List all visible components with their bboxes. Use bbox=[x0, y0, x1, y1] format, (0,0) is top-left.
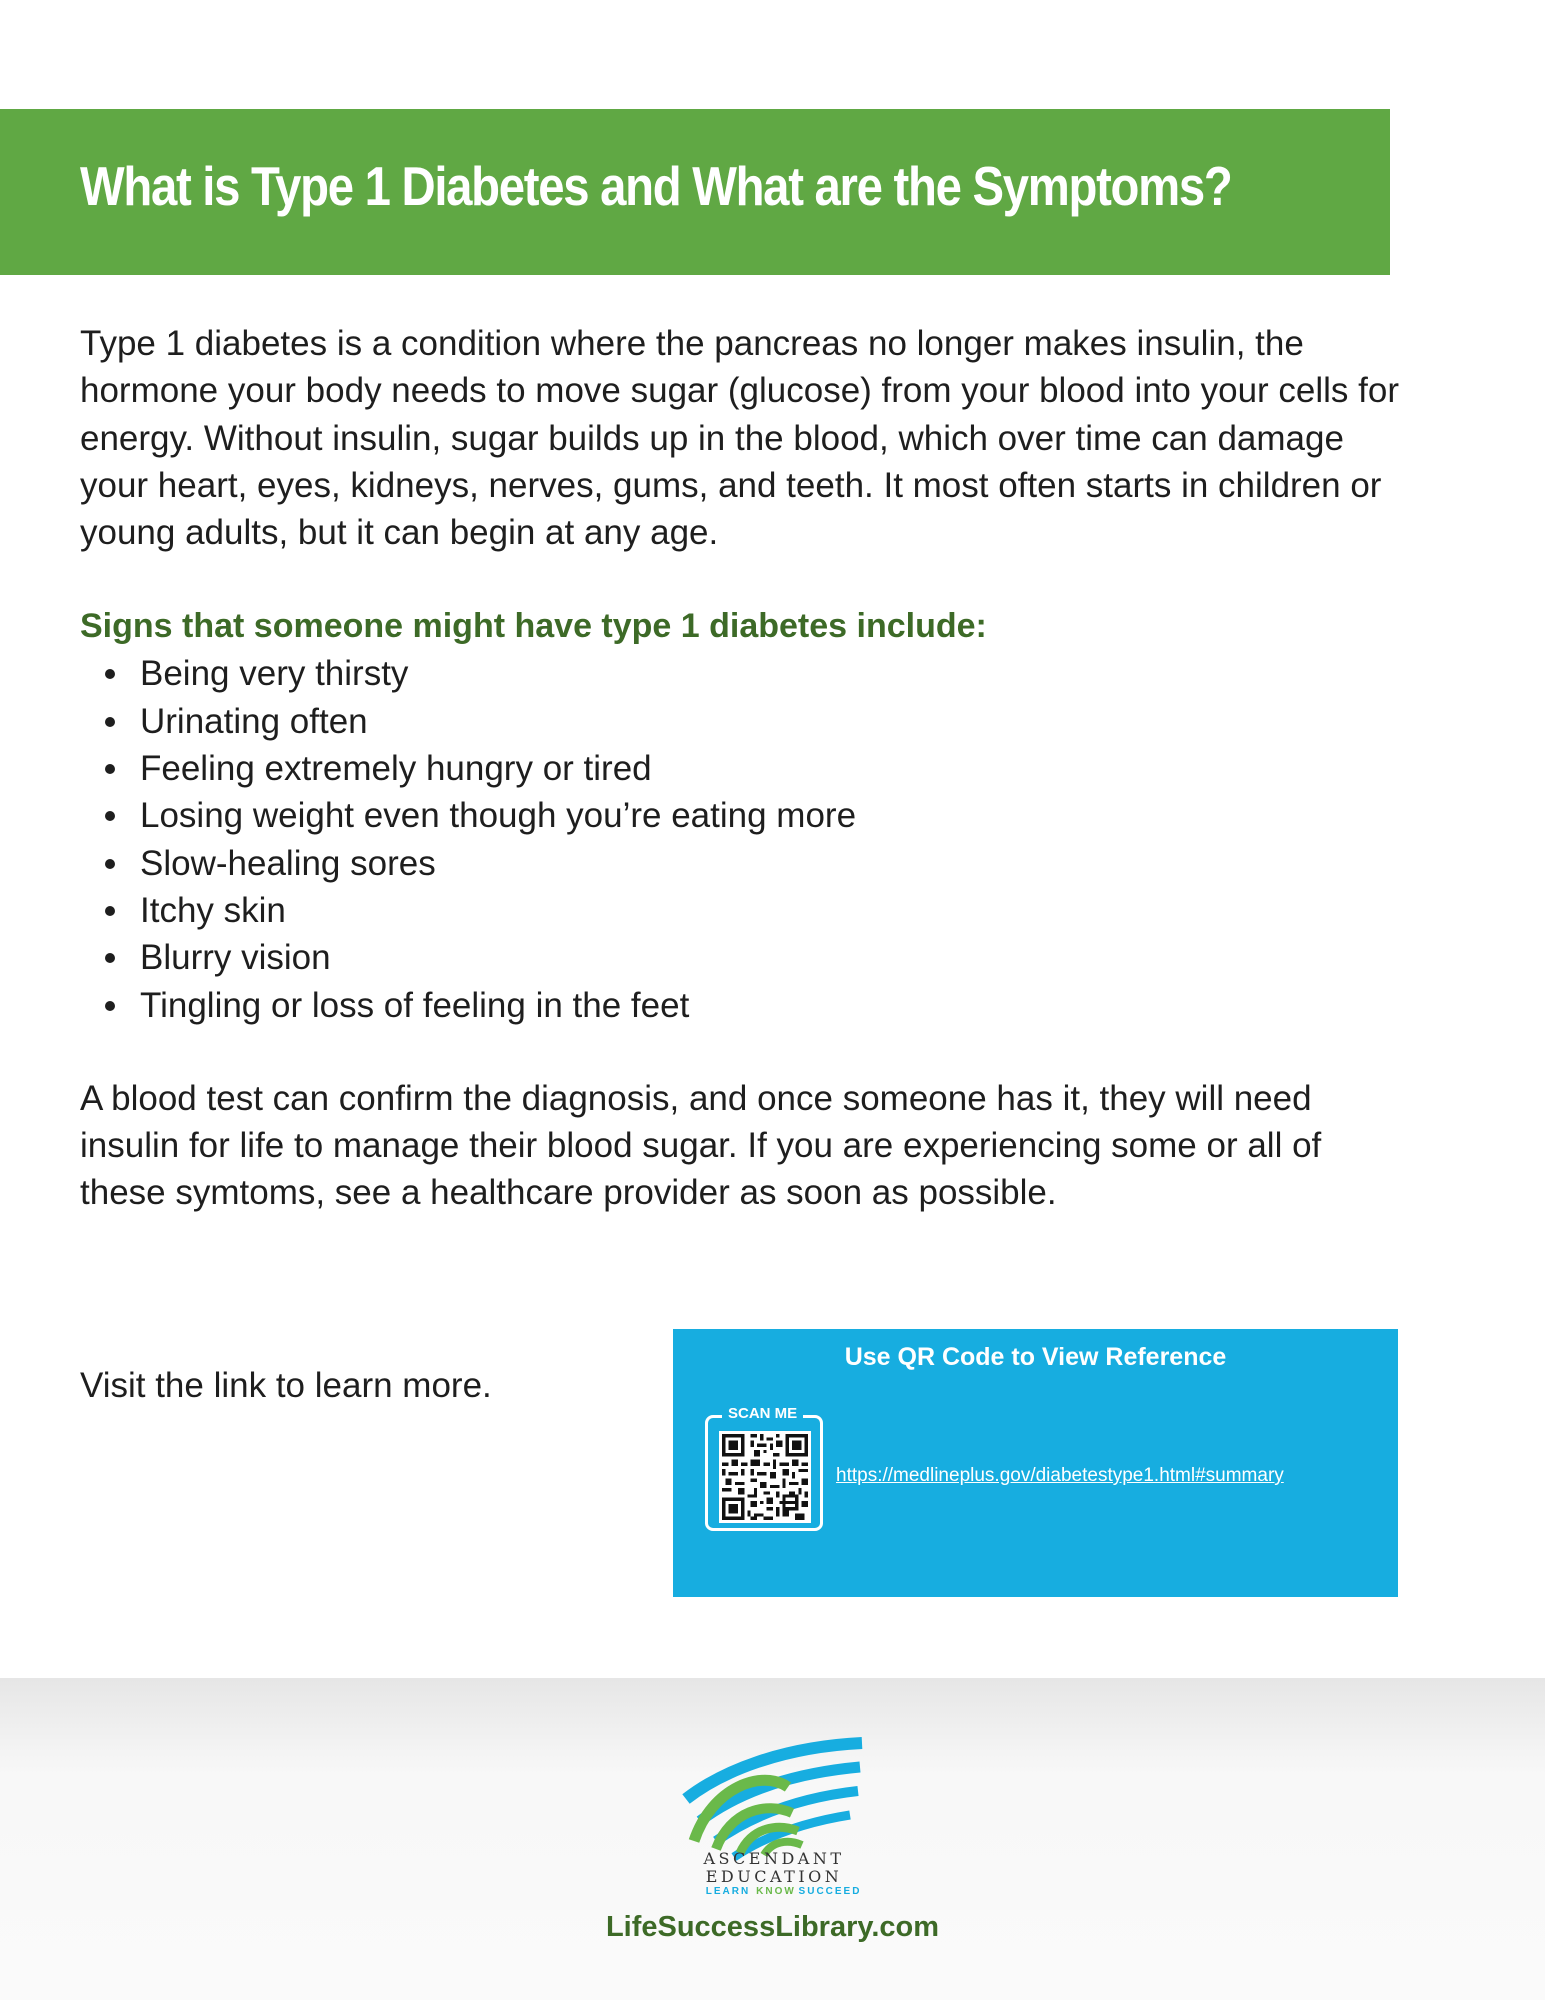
bullet-icon bbox=[105, 717, 115, 727]
intro-paragraph: Type 1 diabetes is a condition where the pancreas no longer makes insulin, the hormone your body needs to move sugar (glucose) from your blood into your cells for energy. Without insulin, sugar builds up in the blood, which over time can damage your heart, eyes, kidneys, nerves, gums, and teeth. It most often starts in children or young adults, but it can begin at any age. bbox=[80, 324, 1399, 553]
site-url[interactable]: LifeSuccessLibrary.com bbox=[605, 1911, 940, 1943]
list-item bbox=[80, 698, 1410, 745]
sign-text: Itchy skin bbox=[140, 890, 286, 930]
list-item bbox=[80, 840, 1410, 887]
visit-text: Visit the link to learn more. bbox=[80, 1366, 492, 1405]
logo-wordmark-2: EDUCATION bbox=[705, 1867, 843, 1886]
logo-tagline-succeed: SUCCEED bbox=[798, 1886, 862, 1895]
bullet-icon bbox=[105, 953, 115, 963]
bullet-icon bbox=[105, 859, 115, 869]
list-item bbox=[80, 745, 1410, 792]
main-content bbox=[80, 320, 1410, 1217]
list-item bbox=[80, 792, 1410, 839]
qr-frame bbox=[705, 1405, 823, 1531]
bullet-icon bbox=[105, 906, 115, 916]
page-title: What is Type 1 Diabetes and What are the Symptoms? bbox=[80, 155, 1232, 217]
title-banner bbox=[0, 109, 1390, 275]
sign-text: Slow-healing sores bbox=[140, 843, 436, 883]
list-item bbox=[80, 650, 1410, 697]
sign-text: Urinating often bbox=[140, 701, 368, 741]
list-item bbox=[80, 982, 1410, 1029]
qr-code-icon[interactable] bbox=[719, 1431, 811, 1523]
bullet-icon bbox=[105, 764, 115, 774]
bullet-icon bbox=[105, 669, 115, 679]
logo-wordmark-1: ASCENDANT bbox=[703, 1849, 845, 1868]
qr-reference-box bbox=[673, 1329, 1398, 1597]
list-item bbox=[80, 934, 1410, 981]
signs-list bbox=[80, 650, 1410, 1028]
logo-tagline-know: KNOW bbox=[756, 1886, 796, 1895]
diagnosis-paragraph: A blood test can confirm the diagnosis, and once someone has it, they will need insulin for life to manage their blood sugar. If you are experiencing some or all of these symtoms, see a healthcare provider as soon as possible. bbox=[80, 1078, 1322, 1213]
logo-tagline-learn: LEARN bbox=[705, 1886, 751, 1895]
sign-text: Feeling extremely hungry or tired bbox=[140, 749, 652, 789]
qr-box-title: Use QR Code to View Reference bbox=[844, 1343, 1227, 1371]
sign-text: Blurry vision bbox=[140, 938, 331, 978]
list-item bbox=[80, 887, 1410, 934]
sign-text: Tingling or loss of feeling in the feet bbox=[140, 985, 690, 1025]
reference-link[interactable]: https://medlineplus.gov/diabetestype1.html#summary bbox=[836, 1465, 1284, 1486]
signs-heading: Signs that someone might have type 1 diabetes include: bbox=[80, 607, 987, 646]
sign-text: Being very thirsty bbox=[140, 654, 409, 694]
bullet-icon bbox=[105, 811, 115, 821]
bullet-icon bbox=[105, 1001, 115, 1011]
sign-text: Losing weight even though you’re eating more bbox=[140, 796, 857, 836]
ascendant-education-logo bbox=[682, 1725, 866, 1895]
scan-me-label: SCAN ME bbox=[722, 1405, 803, 1422]
